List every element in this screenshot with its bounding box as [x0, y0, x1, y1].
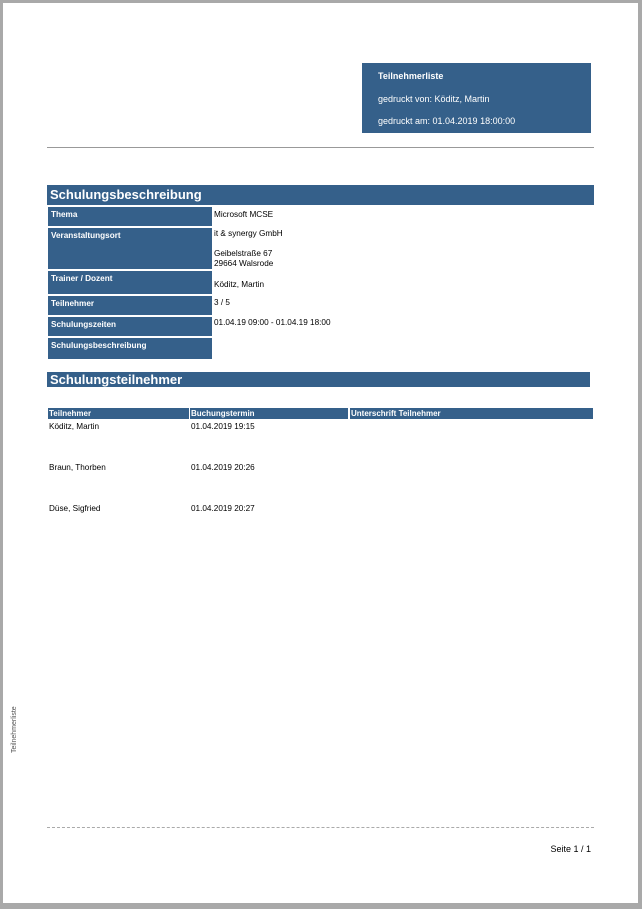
label-schulungsbeschreibung: Schulungsbeschreibung — [48, 338, 212, 359]
print-info-box — [362, 63, 591, 133]
side-label: Teilnehmerliste — [11, 706, 18, 753]
value-schulungszeiten: 01.04.19 09:00 - 01.04.19 18:00 — [214, 318, 331, 327]
label-schulungszeiten: Schulungszeiten — [48, 317, 212, 336]
value-veranstaltungsort-line1: it & synergy GmbH — [214, 229, 283, 238]
participant-booking-date: 01.04.2019 20:26 — [191, 463, 255, 472]
value-trainer: Köditz, Martin — [214, 280, 265, 289]
label-veranstaltungsort: Veranstaltungsort — [48, 228, 212, 269]
value-teilnehmer: 3 / 5 — [214, 298, 230, 307]
header-divider — [47, 147, 594, 148]
printed-at: gedruckt am: 01.04.2019 18:00:00 — [378, 116, 516, 126]
label-teilnehmer: Teilnehmer — [48, 296, 212, 315]
section-heading-schulungsbeschreibung: Schulungsbeschreibung — [47, 185, 594, 205]
participant-name: Braun, Thorben — [49, 463, 106, 472]
participant-name: Köditz, Martin — [49, 422, 100, 431]
participant-booking-date: 01.04.2019 20:27 — [191, 504, 255, 513]
column-header-teilnehmer: Teilnehmer — [48, 408, 189, 419]
label-thema: Thema — [48, 207, 212, 226]
value-veranstaltungsort-line2: Geibelstraße 67 — [214, 249, 273, 258]
column-header-unterschrift: Unterschrift Teilnehmer — [350, 408, 593, 419]
document-page — [3, 3, 638, 903]
label-trainer: Trainer / Dozent — [48, 271, 212, 294]
printed-by: gedruckt von: Köditz, Martin — [378, 94, 490, 104]
value-thema: Microsoft MCSE — [214, 210, 274, 219]
value-veranstaltungsort-line3: 29664 Walsrode — [214, 259, 274, 268]
footer-divider — [47, 827, 594, 828]
participant-booking-date: 01.04.2019 19:15 — [191, 422, 255, 431]
column-header-buchungstermin: Buchungstermin — [190, 408, 348, 419]
page-number: Seite 1 / 1 — [550, 844, 591, 854]
document-title: Teilnehmerliste — [378, 71, 444, 81]
section-heading-schulungsteilnehmer: Schulungsteilnehmer — [47, 372, 590, 387]
participant-name: Düse, Sigfried — [49, 504, 101, 513]
